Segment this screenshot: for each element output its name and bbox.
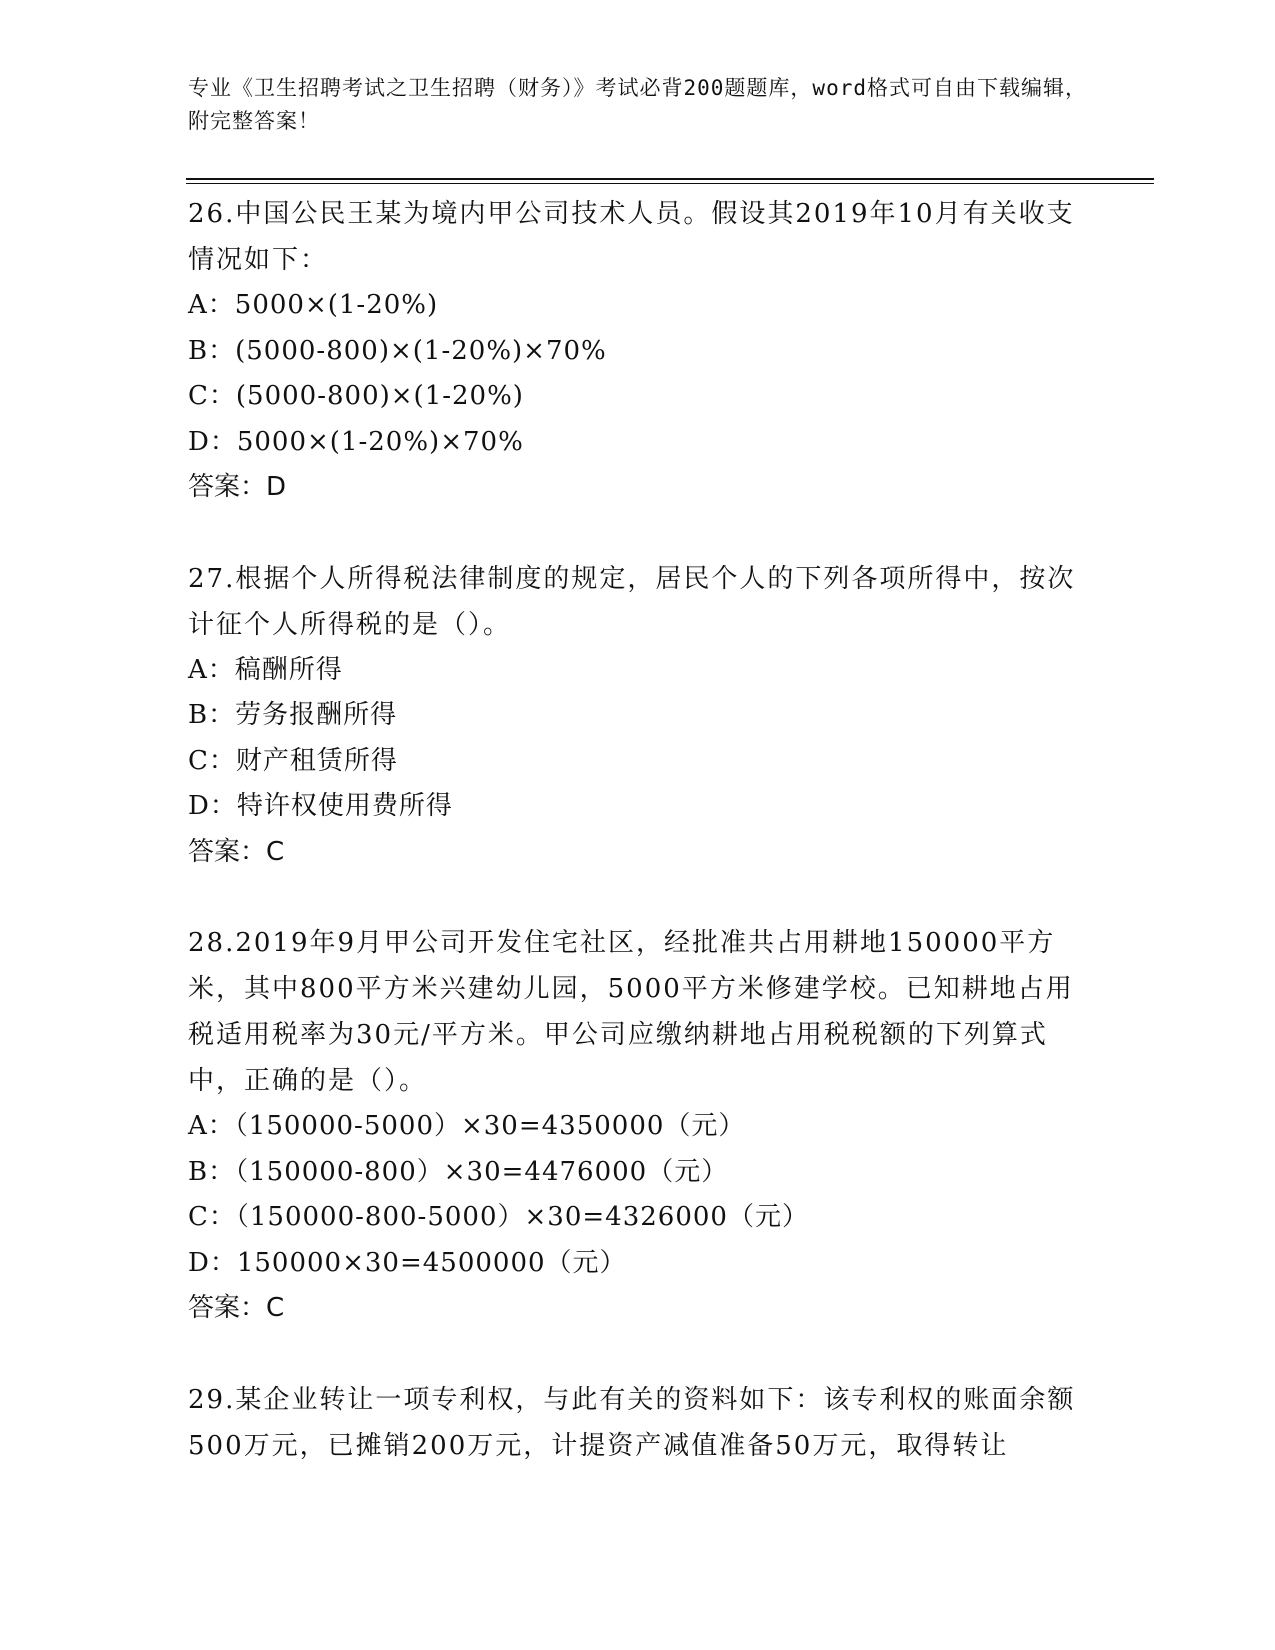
question-stem: 27.根据个人所得税法律制度的规定，居民个人的下列各项所得中，按次计征个人所得税的是（）。 — [188, 563, 1076, 640]
question-27 — [188, 556, 1088, 876]
option-d: D：5000×(1-20%)×70% — [188, 426, 524, 457]
option-b: B：(5000-800)×(1-20%)×70% — [188, 335, 607, 366]
option-a: A：稿酬所得 — [188, 654, 343, 685]
answer: 答案：C — [188, 836, 285, 867]
question-list — [188, 191, 1088, 1514]
document-header: 专业《卫生招聘考试之卫生招聘（财务）》考试必背200题题库，word格式可自由下载编辑，附完整答案！ — [188, 76, 1087, 133]
option-a: A：（150000-5000）×30=4350000（元） — [188, 1111, 746, 1141]
option-c: C：(5000-800)×(1-20%) — [188, 381, 524, 411]
question-26 — [188, 191, 1088, 511]
question-28 — [188, 920, 1088, 1332]
option-b: B：（150000-800）×30=4476000（元） — [188, 1156, 729, 1187]
answer: 答案：C — [188, 1293, 285, 1323]
answer: 答案：D — [188, 472, 287, 502]
option-d: D：150000×30=4500000（元） — [188, 1247, 627, 1278]
option-c: C：财产租赁所得 — [188, 745, 398, 776]
question-stem: 29.某企业转让一项专利权，与此有关的资料如下：该专利权的账面余额500万元，已摊销200万元，计提资产减值准备50万元，取得转让 — [188, 1384, 1076, 1461]
question-29 — [188, 1377, 1088, 1469]
header-divider — [186, 178, 1154, 184]
option-d: D：特许权使用费所得 — [188, 791, 453, 821]
option-b: B：劳务报酬所得 — [188, 700, 398, 730]
question-stem: 28.2019年9月甲公司开发住宅社区，经批准共占用耕地150000平方米，其中800平方米兴建幼儿园，5000平方米修建学校。已知耕地占用税适用税率为30元/平方米。甲公司应缴纳耕地占用税税额的下列算式中，正确的是（）。 — [188, 928, 1074, 1096]
question-stem: 26.中国公民王某为境内甲公司技术人员。假设其2019年10月有关收支情况如下： — [188, 199, 1075, 275]
option-c: C：（150000-800-5000）×30=4326000（元） — [188, 1202, 809, 1232]
option-a: A：5000×(1-20%) — [188, 290, 439, 320]
